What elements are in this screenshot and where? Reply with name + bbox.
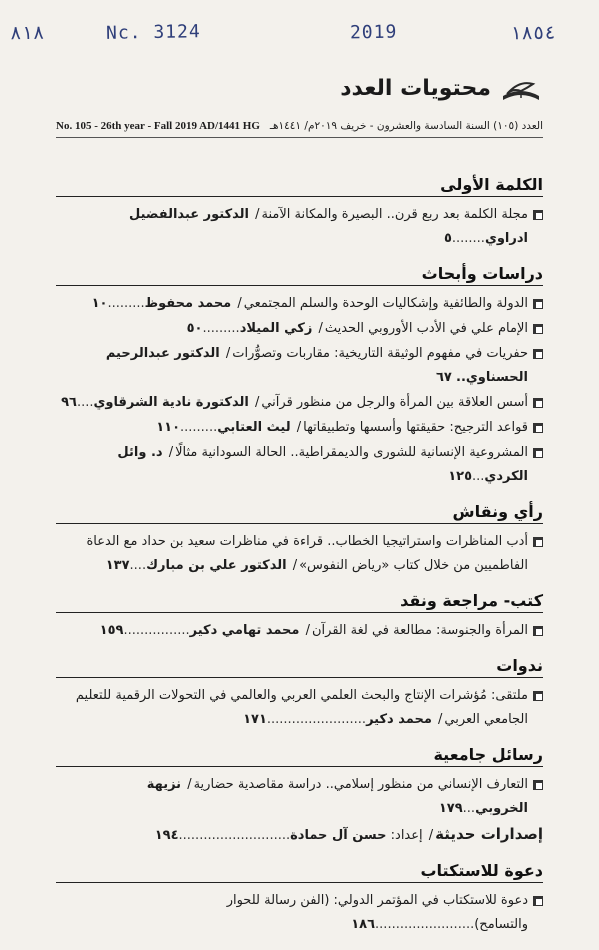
entry-author: الدكتور عبدالرحيم الحسناوي..	[105, 346, 528, 385]
entry-leader: ........................	[266, 712, 367, 727]
issue-info-english: No. 105 - 26th year - Fall 2019 AD/1441 HG	[56, 120, 260, 132]
entry-title: الدولة والطائفية وإشكاليات الوحدة والسلم المجتمعي	[243, 296, 528, 311]
section-call-for-papers	[56, 861, 543, 937]
releases-title: إصدارات حديثة	[435, 825, 543, 843]
section-book-review	[56, 591, 543, 643]
square-bullet-icon	[533, 210, 543, 220]
section-studies	[56, 264, 543, 489]
toc-entry[interactable]: مجلة الكلمة بعد ربع قرن.. البصيرة والمكانة الآمنة/ الدكتور عبدالفضيل ادراوي........٥	[56, 203, 543, 251]
entry-page: ١١٠	[156, 420, 181, 435]
entry-title: المرأة والجنوسة: مطالعة في لغة القرآن	[312, 623, 528, 638]
square-bullet-icon	[533, 349, 543, 359]
entry-page: ١٥٩	[99, 623, 124, 638]
book-logo-icon	[499, 72, 543, 104]
handwritten-number-left: ٨١٨	[9, 21, 45, 45]
section-heading	[56, 591, 543, 613]
entry-page: ٩٦	[61, 395, 77, 410]
toc-entry[interactable]: أدب المناظرات واستراتيجيا الخطاب.. قراءة في مناظرات سعيد بن حداد مع الدعاة الفاطميين من خلال كتاب «رياض النفوس»/ الدكتور علي بن مبارك....١٣٧	[56, 530, 543, 578]
section-title: دراسات وأبحاث	[421, 264, 543, 283]
section-title: ندوات	[496, 656, 543, 675]
releases-entry[interactable]: إصدارات حديثة/ إعداد: حسن آل حمادة...........................١٩٤	[154, 825, 543, 843]
square-bullet-icon	[533, 398, 543, 408]
toc-entry[interactable]	[56, 889, 543, 937]
toc-entry[interactable]: ملتقى: مُؤشرات الإنتاج والبحث العلمي العربي والعالمي في التحولات الرقمية للتعليم الجامعي العربي/ محمد دكير........................١٧١	[56, 684, 543, 732]
section-heading	[56, 861, 543, 883]
entry-page: ١٢٥	[448, 469, 473, 484]
entry-leader: .........	[107, 296, 145, 311]
section-title: الكلمة الأولى	[440, 175, 543, 194]
releases-author: حسن آل حمادة	[290, 828, 387, 843]
entry-page: ٥٠	[186, 321, 203, 336]
entry-leader: ...........................	[178, 828, 291, 843]
entry-title: الإمام علي في الأدب الأوروبي الحديث	[324, 321, 528, 336]
toc-entry[interactable]: الدولة والطائفية وإشكاليات الوحدة والسلم المجتمعي/ محمد محفوظ.........١٠	[56, 292, 543, 316]
entry-author: الدكتور علي بن مبارك	[146, 558, 287, 573]
entry-title: دعوة للاستكتاب في المؤتمر الدولي: (الفن رسالة للحوار والتسامح)	[226, 893, 528, 932]
entry-title: المشروعية الإنسانية للشورى والديمقراطية.. الحالة السودانية مثالًا	[175, 445, 528, 460]
entry-leader: ....	[76, 395, 94, 410]
toc-entry[interactable]: التعارف الإنساني من منظور إسلامي.. دراسة مقاصدية حضارية/ نزيهة الخروبي...١٧٩	[56, 773, 543, 821]
entry-author: محمد دكير	[366, 712, 432, 727]
section-heading	[56, 745, 543, 767]
toc-entry[interactable]: الإمام علي في الأدب الأوروبي الحديث/ زكي الميلاد.........٥٠	[56, 317, 543, 341]
toc-entry[interactable]: المشروعية الإنسانية للشورى والديمقراطية.. الحالة السودانية مثالًا/ د. وائل الكردي...١٢٥	[56, 441, 543, 489]
entry-author: محمد تهامي دكير	[189, 623, 300, 638]
entry-page: ١٧١	[243, 712, 267, 727]
entry-leader: .........	[202, 321, 240, 336]
toc-entry[interactable]: قواعد الترجيح: حقيقتها وأسسها وتطبيقاتها/ ليث العتابي.........١١٠	[56, 416, 543, 440]
entry-page: ٦٧	[435, 370, 452, 385]
entry-leader: ....	[129, 558, 147, 573]
square-bullet-icon	[533, 626, 543, 636]
entry-page: ١٣٧	[105, 558, 130, 573]
entry-title: التعارف الإنساني من منظور إسلامي.. دراسة مقاصدية حضارية	[193, 777, 528, 792]
square-bullet-icon	[533, 896, 543, 906]
handwritten-number-right: ١٨٥٤	[509, 21, 556, 45]
entry-leader: ........	[451, 231, 485, 246]
section-title: رسائل جامعية	[433, 745, 543, 764]
section-theses	[56, 745, 543, 848]
square-bullet-icon	[533, 423, 543, 433]
section-heading	[56, 502, 543, 524]
section-first-word	[56, 175, 543, 251]
square-bullet-icon	[533, 691, 543, 701]
section-heading	[56, 656, 543, 678]
square-bullet-icon	[533, 324, 543, 334]
square-bullet-icon	[533, 537, 543, 547]
page-title: محتويات العدد	[340, 75, 491, 101]
section-title: دعوة للاستكتاب	[420, 861, 543, 880]
section-title: كتب- مراجعة ونقد	[400, 591, 543, 610]
entry-title: أدب المناظرات واستراتيجيا الخطاب.. قراءة في مناظرات سعيد بن حداد مع الدعاة الفاطميين من خلال كتاب «رياض النفوس»	[86, 534, 528, 573]
section-title: رأي ونقاش	[452, 502, 543, 521]
entry-leader: ........................	[375, 917, 475, 932]
entry-author: نزيهة الخروبي	[146, 777, 528, 816]
section-seminars	[56, 656, 543, 732]
handwritten-code: Nc. 3124	[105, 21, 201, 44]
entry-title: أسس العلاقة بين المرأة والرجل من منظور قرآني	[261, 395, 528, 410]
entry-leader: ...	[472, 469, 485, 484]
page-header	[56, 62, 543, 142]
entry-page: ١٨٦	[351, 917, 376, 932]
entry-author: الدكتور عبدالفضيل ادراوي	[129, 207, 528, 246]
title-block	[340, 72, 543, 104]
toc-entry[interactable]: حفريات في مفهوم الوثيقة التاريخية: مقاربات وتصوُّرات/ الدكتور عبدالرحيم الحسناوي.. ٦٧	[56, 342, 543, 390]
section-heading	[56, 264, 543, 286]
entry-author: زكي الميلاد	[239, 321, 313, 336]
entry-page: ٥	[443, 231, 452, 246]
entry-title: قواعد الترجيح: حقيقتها وأسسها وتطبيقاتها	[303, 420, 528, 435]
entry-author: محمد محفوظ	[144, 296, 232, 311]
entry-page: ١٠	[91, 296, 108, 311]
entry-title: مجلة الكلمة بعد ربع قرن.. البصيرة والمكانة الآمنة	[261, 207, 528, 222]
table-of-contents	[56, 175, 543, 950]
entry-page: ١٧٩	[438, 801, 463, 816]
square-bullet-icon	[533, 448, 543, 458]
entry-leader: ................	[123, 623, 190, 638]
toc-entry[interactable]: أسس العلاقة بين المرأة والرجل من منظور قرآني/ الدكتورة نادية الشرقاوي....٩٦	[56, 391, 543, 415]
entry-leader: .........	[180, 420, 218, 435]
entry-leader: ...	[462, 801, 476, 816]
entry-author: د. وائل الكردي	[117, 445, 528, 484]
square-bullet-icon	[533, 780, 543, 790]
toc-entry[interactable]: المرأة والجنوسة: مطالعة في لغة القرآن/ محمد تهامي دكير................١٥٩	[56, 619, 543, 643]
entry-title: ملتقى: مُؤشرات الإنتاج والبحث العلمي العربي والعالمي في التحولات الرقمية للتعليم الجامعي العربي	[75, 688, 528, 727]
handwritten-year: 2019	[349, 21, 398, 44]
section-opinion	[56, 502, 543, 578]
issue-info-arabic: العدد (١٠٥) السنة السادسة والعشرون - خريف ٢٠١٩م/ ١٤٤١هـ	[269, 120, 543, 132]
square-bullet-icon	[533, 299, 543, 309]
entry-page: ١٩٤	[154, 828, 179, 843]
issue-info	[56, 120, 543, 138]
entry-author: ليث العتابي	[217, 420, 291, 435]
releases-label: إعداد:	[390, 828, 423, 843]
section-heading	[56, 175, 543, 197]
entry-title: حفريات في مفهوم الوثيقة التاريخية: مقاربات وتصوُّرات	[232, 346, 528, 361]
entry-author: الدكتورة نادية الشرقاوي	[93, 395, 249, 410]
